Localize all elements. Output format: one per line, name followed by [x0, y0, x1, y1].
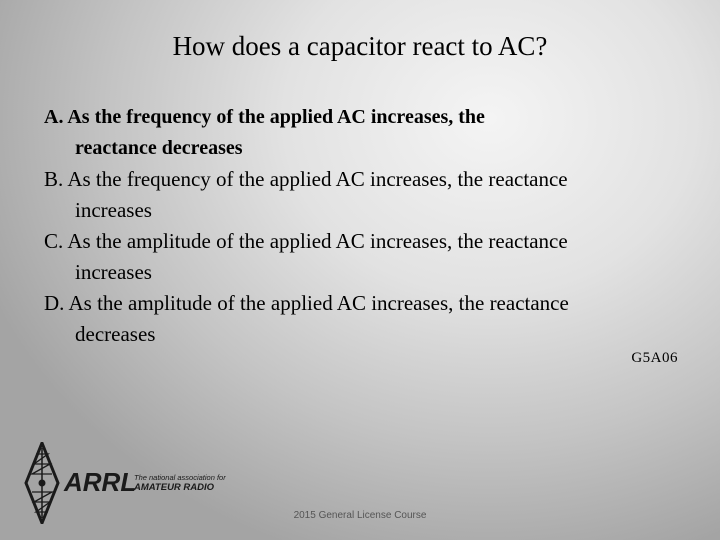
option-a-line-2: reactance decreases: [75, 137, 243, 159]
slide-title: How does a capacitor react to AC?: [172, 31, 548, 61]
option-a: [44, 102, 684, 164]
question-id: G5A06: [631, 350, 678, 366]
option-d-line-2: decreases: [75, 322, 156, 346]
option-c: [44, 226, 684, 288]
footer-course-label: 2015 General License Course: [293, 510, 427, 521]
option-d-line-1: D. As the amplitude of the applied AC increases, the reactance: [44, 291, 569, 315]
option-a-line-1: A. As the frequency of the applied AC increases, the: [44, 106, 485, 128]
arrl-wordmark: ARRL: [64, 467, 137, 497]
option-b: [44, 164, 684, 226]
arrl-tagline-1: The national association for: [134, 473, 226, 482]
option-b-line-1: B. As the frequency of the applied AC increases, the reactance: [44, 167, 568, 191]
answer-options: [44, 102, 684, 350]
option-c-line-2: increases: [75, 260, 152, 284]
arrl-tagline-2: AMATEUR RADIO: [134, 482, 215, 493]
option-c-line-1: C. As the amplitude of the applied AC increases, the reactance: [44, 229, 568, 253]
option-b-line-2: increases: [75, 198, 152, 222]
option-d: [44, 288, 684, 350]
